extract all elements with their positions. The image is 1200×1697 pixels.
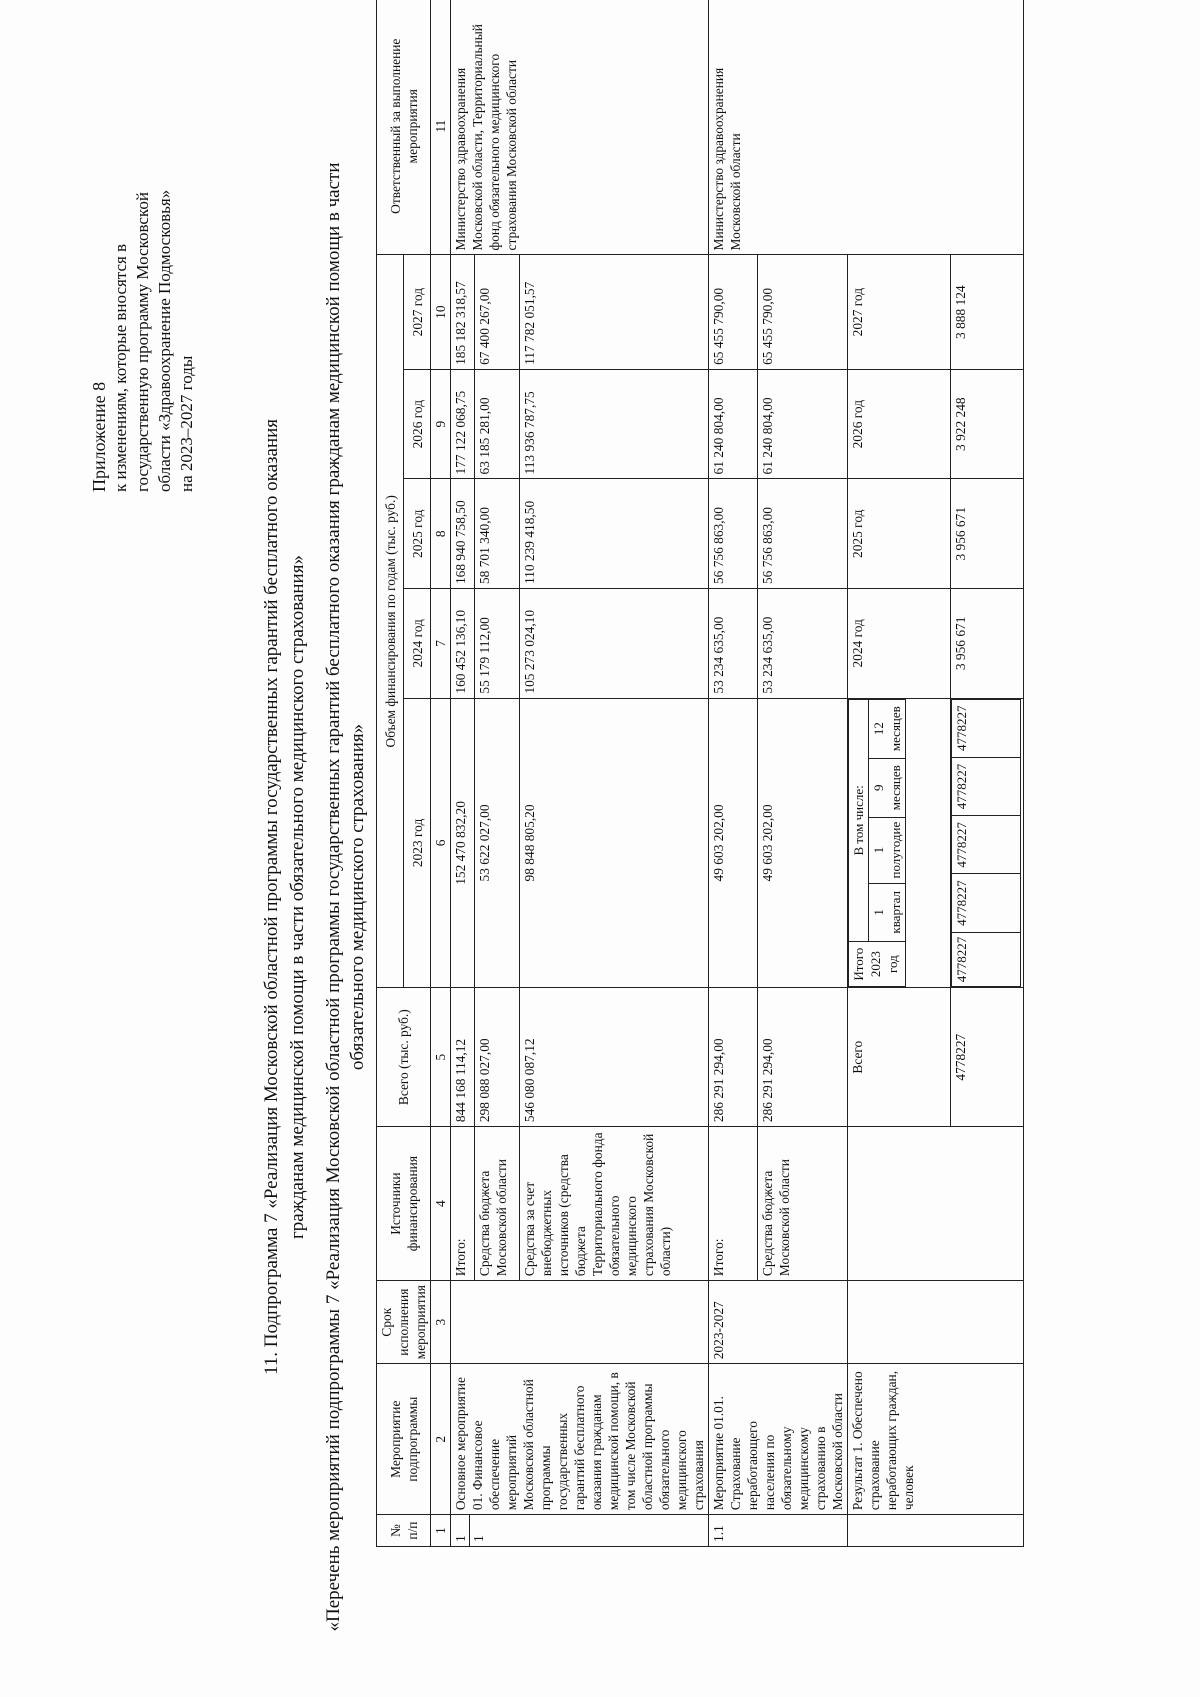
year-2024-value: 105 273 024,10	[520, 589, 709, 699]
row-number	[451, 1515, 709, 1547]
row-number	[848, 1515, 1024, 1547]
event-term: 2023-2027	[709, 1281, 848, 1364]
year-2025-value: 168 940 758,50	[451, 479, 475, 589]
list-title: «Перечень мероприятий подпрограммы 7 «Реализация Московской областной программы государственных гарантий бесплатного оказания гражданам медицинской помощи в части	[323, 162, 344, 1632]
source: Итого:	[451, 1127, 475, 1281]
result-itogo-value: 4778227	[952, 932, 1021, 987]
total-value: 546 080 087,12	[520, 988, 709, 1127]
result-2023-header	[848, 698, 951, 988]
year-2024-value: 55 179 112,00	[475, 589, 520, 699]
event-name: Мероприятие 01.01. Страхование неработающего населения по обязательному медицинскому страхованию в Московской области	[709, 1364, 848, 1515]
col-number: 7	[431, 589, 451, 699]
result-2026-value: 3 922 248	[951, 369, 1024, 479]
row-number-value: 1	[469, 1515, 487, 1546]
source: Средства за счет внебюджетных источников (средства бюджета Территориального фонда обязательного медицинского страхования Московской области)	[520, 1127, 709, 1281]
source: Средства бюджета Московской области	[475, 1127, 520, 1281]
result-q1-header: 1 квартал	[869, 883, 906, 942]
result-2024-value: 3 956 671	[951, 589, 1024, 699]
year-2023-value: 49 603 202,00	[757, 698, 847, 988]
year-2023-value: 53 622 027,00	[475, 698, 520, 988]
year-2025-value: 56 756 863,00	[709, 479, 758, 589]
year-2026-value: 61 240 804,00	[709, 369, 758, 479]
result-total-value: 4778227	[951, 988, 1024, 1127]
total-value: 298 088 027,00	[475, 988, 520, 1127]
row-number-value: 1	[453, 1535, 468, 1542]
col-2027: 2027 год	[404, 255, 431, 369]
result-total-header: Всего	[848, 988, 951, 1127]
source	[848, 1127, 1024, 1281]
result-2023-breakdown	[848, 699, 906, 988]
result-2027-header: 2027 год	[848, 255, 951, 369]
result-2026-header: 2026 год	[848, 369, 951, 479]
result-12m-header: 12 месяцев	[869, 699, 906, 758]
result-2025-header: 2025 год	[848, 479, 951, 589]
year-2024-value: 160 452 136,10	[451, 589, 475, 699]
col-term: Срок исполнения мероприятия	[377, 1281, 431, 1364]
col-number: 2	[431, 1364, 451, 1515]
events-table	[376, 0, 1024, 1547]
appendix-title: Приложение 8	[89, 381, 109, 492]
year-2026-value: 113 936 787,75	[520, 369, 709, 479]
year-2027-value: 65 455 790,00	[757, 255, 847, 369]
col-event: Мероприятие подпрограммы	[377, 1364, 431, 1515]
total-value: 844 168 114,12	[451, 988, 475, 1127]
year-2026-value: 177 122 068,75	[451, 369, 475, 479]
event-term	[848, 1281, 1024, 1364]
year-2026-value: 61 240 804,00	[757, 369, 847, 479]
column-numbers-row	[431, 0, 451, 1547]
result-half-header: 1 полугодие	[869, 817, 906, 883]
total-value: 286 291 294,00	[757, 988, 847, 1127]
year-2027-value: 67 400 267,00	[475, 255, 520, 369]
col-total: Всего (тыс. руб.)	[377, 988, 431, 1127]
result-half-value: 4778227	[952, 816, 1021, 874]
col-sources: Источники финансирования	[377, 1127, 431, 1281]
source: Средства бюджета Московской области	[757, 1127, 847, 1281]
col-2023: 2023 год	[404, 698, 431, 988]
col-2025: 2025 год	[404, 479, 431, 589]
total-value: 286 291 294,00	[709, 988, 758, 1127]
col-number: 10	[431, 255, 451, 369]
appendix-line: на 2023–2027 годы	[177, 355, 196, 492]
source: Итого:	[709, 1127, 758, 1281]
year-2025-value: 56 756 863,00	[757, 479, 847, 589]
result-9m-header: 9 месяцев	[869, 758, 906, 817]
subprogram-title-cont: гражданам медицинской помощи в части обязательного медицинского страхования»	[287, 555, 308, 1239]
event-name: Основное мероприятие 01. Финансовое обеспечение мероприятий Московской областной программы государственных гарантий бесплатного оказания гражданам медицинской помощи, в том числе Московской областной программы обязательного медицинского страхования	[451, 1364, 709, 1515]
col-responsible: Ответственный за выполнение мероприятия	[377, 0, 431, 255]
result-2025-value: 3 956 671	[951, 479, 1024, 589]
col-number: 8	[431, 479, 451, 589]
col-2024: 2024 год	[404, 589, 431, 699]
appendix-line: государственную программу Московской	[133, 192, 152, 492]
col-number: 9	[431, 369, 451, 479]
col-number: 5	[431, 988, 451, 1127]
header-row	[377, 0, 404, 1547]
result-name: Результат 1. Обеспечено страхование неработающих граждан, человек	[848, 1364, 1024, 1515]
event-term	[451, 1281, 709, 1364]
year-2024-value: 53 234 635,00	[757, 589, 847, 699]
result-2023-values	[951, 698, 1024, 988]
year-2023-value: 152 470 832,20	[451, 698, 475, 988]
result-itogo-header: Итого 2023 год	[849, 942, 906, 987]
appendix-line: к изменениям, которые вносятся в	[111, 243, 130, 492]
result-12m-value: 4778227	[952, 699, 1021, 757]
year-2023-value: 98 848 805,20	[520, 698, 709, 988]
appendix-line: области «Здравоохранение Подмосковья»	[155, 189, 174, 492]
year-2023-value: 49 603 202,00	[709, 698, 758, 988]
year-2025-value: 110 239 418,50	[520, 479, 709, 589]
responsible: Министерство здравоохранения Московской области	[709, 0, 1024, 255]
table-row	[451, 0, 475, 1547]
year-2025-value: 58 701 340,00	[475, 479, 520, 589]
col-volume: Объем финансирования по годам (тыс. руб.)	[377, 255, 404, 988]
responsible: Министерство здравоохранения Московской области, Территориальный фонд обязательного медицинского страхования Московской области	[451, 0, 709, 255]
col-number: 1	[431, 1515, 451, 1547]
year-2027-value: 117 782 051,57	[520, 255, 709, 369]
col-number: 4	[431, 1127, 451, 1281]
col-num: № п/п	[377, 1515, 431, 1547]
result-2027-value: 3 888 124	[951, 255, 1024, 369]
year-2024-value: 53 234 635,00	[709, 589, 758, 699]
col-number: 6	[431, 698, 451, 988]
subprogram-title: 11. Подпрограмма 7 «Реализация Московской областной программы государственных гарантий бесплатного оказания	[261, 418, 282, 1376]
col-number: 11	[431, 0, 451, 255]
year-2027-value: 65 455 790,00	[709, 255, 758, 369]
year-2027-value: 185 182 318,57	[451, 255, 475, 369]
result-2023-values-breakdown	[951, 699, 1021, 988]
appendix-note	[88, 190, 198, 492]
result-vtom-header: В том числе:	[849, 699, 869, 941]
result-q1-value: 4778227	[952, 874, 1021, 932]
list-title-cont: обязательного медицинского страхования»	[347, 723, 368, 1071]
col-2026: 2026 год	[404, 369, 431, 479]
result-2024-header: 2024 год	[848, 589, 951, 699]
year-2026-value: 63 185 281,00	[475, 369, 520, 479]
result-9m-value: 4778227	[952, 757, 1021, 815]
row-number: 1.1	[709, 1515, 848, 1547]
table-row	[709, 0, 758, 1547]
col-number: 3	[431, 1281, 451, 1364]
